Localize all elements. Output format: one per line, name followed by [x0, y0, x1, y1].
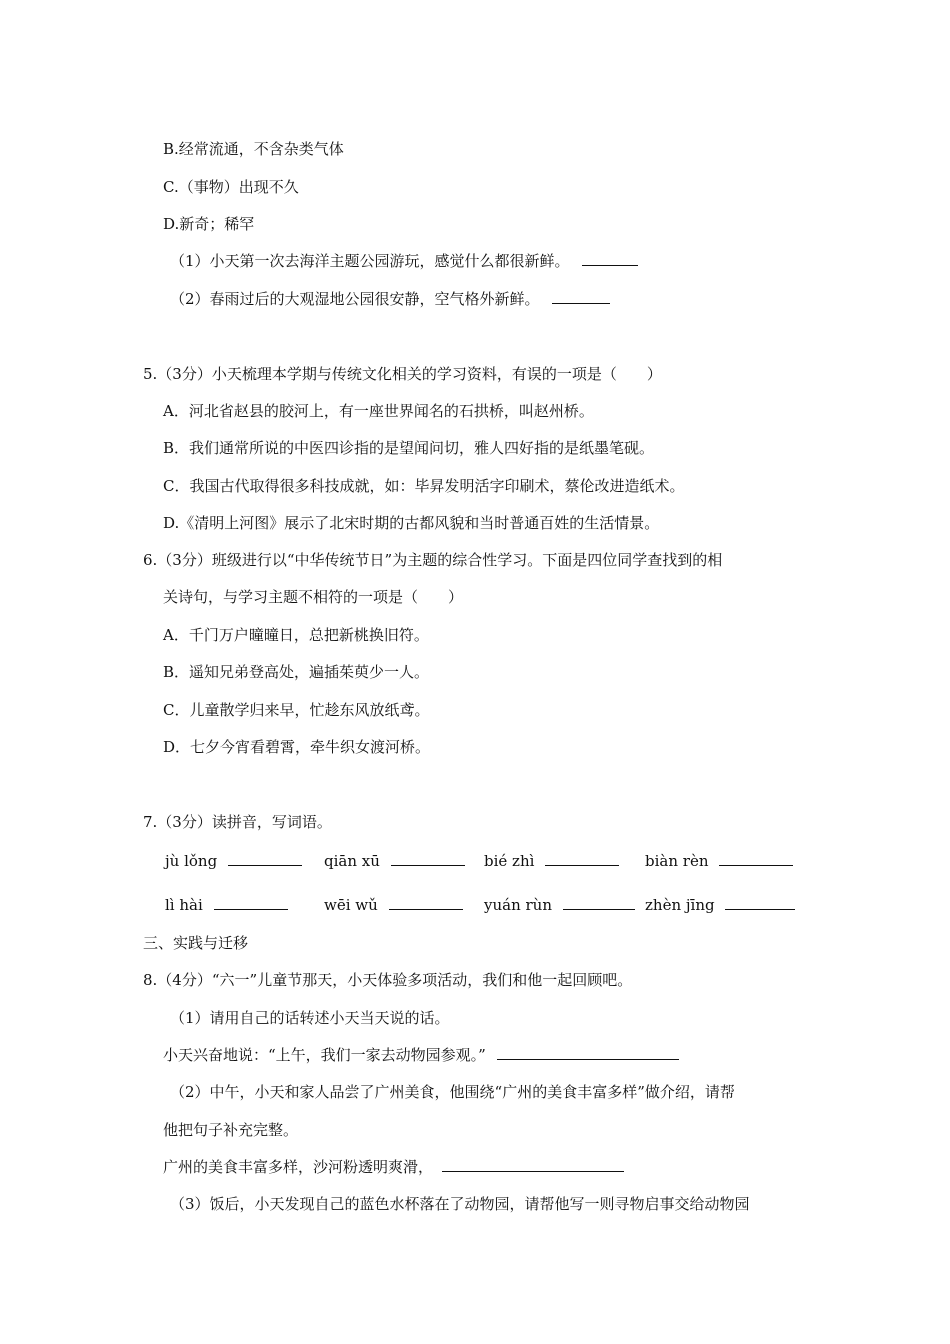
q8-sub1-quote: 小天兴奋地说：“上午，我们一家去动物园参观。”	[163, 1046, 486, 1064]
q6-option-d: D．七夕今宵看碧霄，牵牛织女渡河桥。	[163, 738, 431, 756]
pinyin-answer-blank[interactable]	[725, 895, 795, 910]
q8-sub2-line1: （2）中午，小天和家人品尝了广州美食，他围绕“广州的美食丰富多样”做介绍，请帮	[170, 1083, 735, 1101]
q5-stem: 5.（3分）小天梳理本学期与传统文化相关的学习资料，有误的一项是（ ）	[143, 365, 662, 383]
pinyin-label: wēi wǔ	[324, 896, 378, 914]
pinyin-label: bié zhì	[484, 852, 535, 870]
q6-stem-line1: 6.（3分）班级进行以“中华传统节日”为主题的综合性学习。下面是四位同学查找到的相	[143, 551, 723, 569]
q7-pinyin-item	[484, 851, 619, 871]
q4-sub2	[170, 289, 610, 309]
q4-sub1-text: （1）小天第一次去海洋主题公园游玩，感觉什么都很新鲜。	[170, 252, 570, 270]
pinyin-label: yuán rùn	[484, 896, 552, 914]
q6-option-b: B．遥知兄弟登高处，遍插茱萸少一人。	[163, 663, 430, 681]
q8-sub2-answer-blank[interactable]	[442, 1157, 624, 1172]
q8-sub1-answer-line	[163, 1045, 679, 1065]
pinyin-answer-blank[interactable]	[214, 895, 288, 910]
q7-pinyin-item	[645, 851, 793, 871]
q4-sub1-answer-blank[interactable]	[582, 251, 638, 266]
q8-sub2-answer-line	[163, 1157, 624, 1177]
q7-stem: 7.（3分）读拼音，写词语。	[143, 813, 332, 831]
q5-option-c: C．我国古代取得很多科技成就，如：毕昇发明活字印刷术，蔡伦改进造纸术。	[163, 477, 685, 495]
q4-sub2-answer-blank[interactable]	[552, 289, 610, 304]
q8-sub1: （1）请用自己的话转述小天当天说的话。	[170, 1009, 450, 1027]
pinyin-label: jù lǒng	[165, 852, 218, 870]
pinyin-answer-blank[interactable]	[563, 895, 635, 910]
q5-option-a: A．河北省赵县的胶河上，有一座世界闻名的石拱桥，叫赵州桥。	[163, 402, 594, 420]
q4-option-d: D.新奇；稀罕	[163, 215, 255, 233]
q6-option-a: A．千门万户曈曈日，总把新桃换旧符。	[163, 626, 429, 644]
q6-stem-line2: 关诗句，与学习主题不相符的一项是（ ）	[163, 588, 464, 606]
pinyin-answer-blank[interactable]	[228, 851, 302, 866]
pinyin-label: qiān xū	[324, 852, 380, 870]
q4-sub2-text: （2）春雨过后的大观湿地公园很安静，空气格外新鲜。	[170, 290, 540, 308]
pinyin-answer-blank[interactable]	[719, 851, 793, 866]
pinyin-label: zhèn jīng	[645, 896, 715, 914]
q5-option-b: B．我们通常所说的中医四诊指的是望闻问切，雅人四好指的是纸墨笔砚。	[163, 439, 655, 457]
pinyin-answer-blank[interactable]	[545, 851, 619, 866]
q7-pinyin-item	[484, 895, 635, 915]
q7-pinyin-item	[324, 895, 463, 915]
q7-pinyin-item	[165, 895, 288, 915]
q4-sub1	[170, 251, 638, 271]
q8-sub1-answer-blank[interactable]	[497, 1045, 679, 1060]
pinyin-label: biàn rèn	[645, 852, 709, 870]
q8-sub3: （3）饭后，小天发现自己的蓝色水杯落在了动物园，请帮他写一则寻物启事交给动物园	[170, 1195, 750, 1213]
q7-pinyin-item	[324, 851, 465, 871]
q7-pinyin-item	[645, 895, 795, 915]
q7-pinyin-item	[165, 851, 302, 871]
q6-option-c: C．儿童散学归来早，忙趁东风放纸鸢。	[163, 701, 430, 719]
pinyin-label: lì hài	[165, 896, 203, 914]
q8-sub2-line2: 他把句子补充完整。	[163, 1121, 299, 1139]
q4-option-c: C.（事物）出现不久	[163, 178, 299, 196]
q8-sub2-sentence: 广州的美食丰富多样，沙河粉透明爽滑，	[163, 1158, 434, 1176]
section-heading: 三、实践与迁移	[143, 934, 249, 952]
q5-option-d: D.《清明上河图》展示了北宋时期的古都风貌和当时普通百姓的生活情景。	[163, 514, 660, 532]
q4-option-b: B.经常流通，不含杂类气体	[163, 140, 344, 158]
q8-stem: 8.（4分）“六一”儿童节那天，小天体验多项活动，我们和他一起回顾吧。	[143, 971, 633, 989]
pinyin-answer-blank[interactable]	[391, 851, 465, 866]
pinyin-answer-blank[interactable]	[389, 895, 463, 910]
